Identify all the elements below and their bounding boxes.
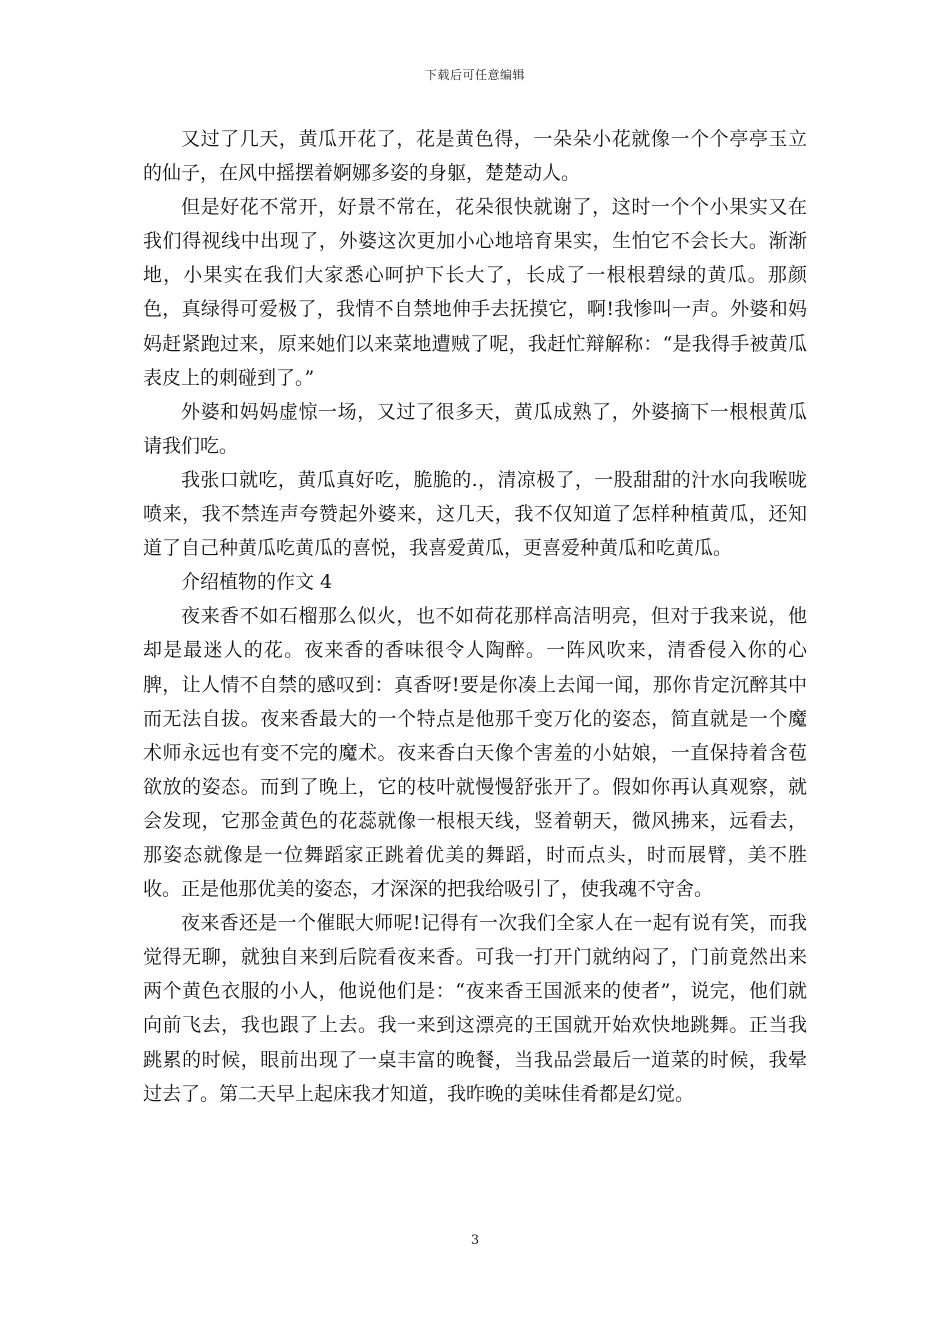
paragraph: 我张口就吃，黄瓜真好吃，脆脆的.，清凉极了，一股甜甜的汁水向我喉咙喷来，我不禁连声夸赞起外婆来，这几天，我不仅知道了怎样种植黄瓜，还知道了自己种黄瓜吃黄瓜的喜悦，我喜爱黄瓜，更喜爱种黄瓜和吃黄瓜。	[143, 468, 807, 560]
paragraph: 夜来香不如石榴那么似火，也不如荷花那样高洁明亮，但对于我来说，他却是最迷人的花。夜来香的香味很令人陶醉。一阵风吹来，清香侵入你的心脾，让人情不自禁的感叹到：真香呀!要是你凑上去闻一闻，那你肯定沉醉其中而无法自拔。夜来香最大的一个特点是他那千变万化的姿态，简直就是一个魔术师永远也有变不完的魔术。夜来香白天像个害羞的小姑娘，一直保持着含苞欲放的姿态。而到了晚上，它的枝叶就慢慢舒张开了。假如你再认真观察，就会发现，它那金黄色的花蕊就像一根根天线，竖着朝天，微风拂来，远看去，那姿态就像是一位舞蹈家正跳着优美的舞蹈，时而点头，时而展臂，美不胜收。正是他那优美的姿态，才深深的把我给吸引了，使我魂不守舍。	[143, 605, 807, 901]
page-number: 3	[470, 1233, 480, 1248]
paragraph: 又过了几天，黄瓜开花了，花是黄色得，一朵朵小花就像一个个亭亭玉立的仙子，在风中摇摆着婀娜多姿的身躯，楚楚动人。	[143, 128, 807, 185]
document-body	[143, 122, 807, 1111]
paragraph: 但是好花不常开，好景不常在，花朵很快就谢了，这时一个个小果实又在我们得视线中出现了，外婆这次更加小心地培育果实，生怕它不会长大。渐渐地，小果实在我们大家悉心呵护下长大了，长成了一根根碧绿的黄瓜。那颜色，真绿得可爱极了，我情不自禁地伸手去抚摸它，啊!我惨叫一声。外婆和妈妈赶紧跑过来，原来她们以来菜地遭贼了呢，我赶忙辩解称：“是我得手被黄瓜表皮上的刺碰到了。”	[143, 196, 807, 389]
paragraph: 外婆和妈妈虚惊一场，又过了很多天，黄瓜成熟了，外婆摘下一根根黄瓜请我们吃。	[143, 400, 807, 457]
page-header: 下载后可任意编辑	[424, 68, 525, 82]
section-title: 介绍植物的作文 4	[181, 571, 333, 594]
paragraph: 夜来香还是一个催眠大师呢!记得有一次我们全家人在一起有说有笑，而我觉得无聊，就独自来到后院看夜来香。可我一打开门就纳闷了，门前竟然出来两个黄色衣服的小人，他说他们是：“夜来香王国派来的使者”，说完，他们就向前飞去，我也跟了上去。我一来到这漂亮的王国就开始欢快地跳舞。正当我跳累的时候，眼前出现了一桌丰富的晚餐，当我品尝最后一道菜的时候，我晕过去了。第二天早上起床我才知道，我昨晚的美味佳肴都是幻觉。	[143, 912, 807, 1105]
